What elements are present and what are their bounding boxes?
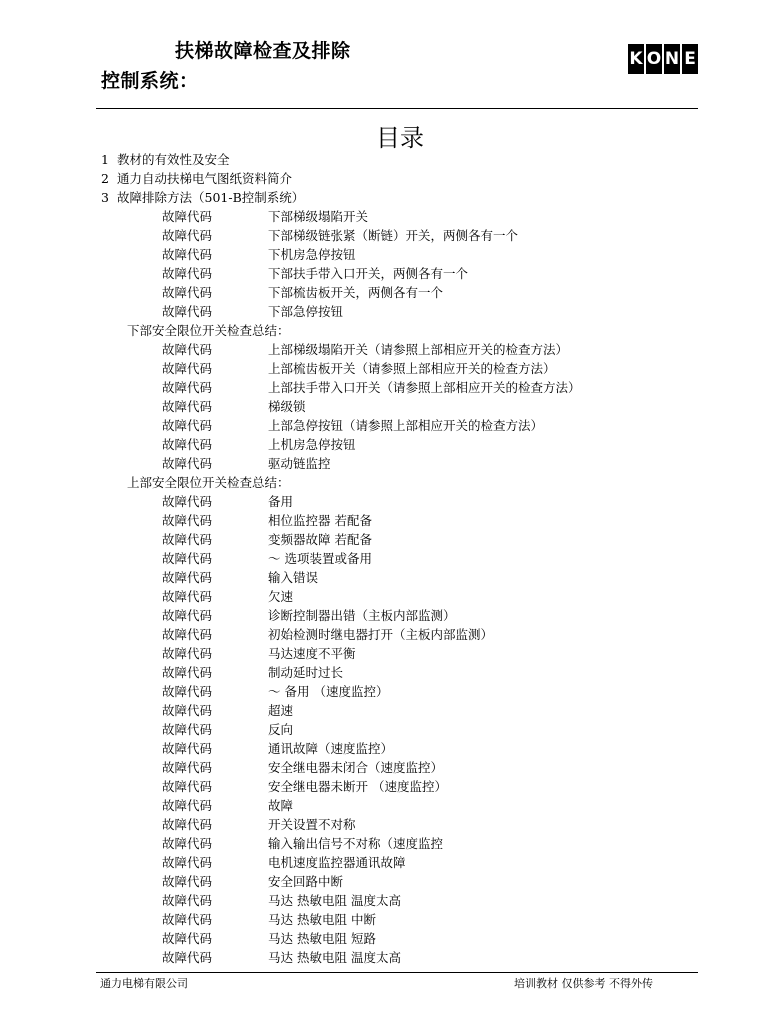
fault-code-label: 故障代码 xyxy=(162,380,213,395)
fault-description: 下部梳齿板开关，两侧各有一个 xyxy=(268,285,444,300)
fault-description: 驱动链监控 xyxy=(268,456,331,471)
fault-description: 初始检测时继电器打开（主板内部监测） xyxy=(268,627,494,642)
fault-code-label: 故障代码 xyxy=(162,760,213,775)
logo-letter-k: K xyxy=(628,44,644,74)
fault-code-label: 故障代码 xyxy=(162,950,213,965)
fault-code-label: 故障代码 xyxy=(162,266,213,281)
fault-code-label: 故障代码 xyxy=(162,779,213,794)
section-title: 通力自动扶梯电气图纸资料简介 xyxy=(117,171,293,186)
fault-code-label: 故障代码 xyxy=(162,209,213,224)
fault-code-label: 故障代码 xyxy=(162,285,213,300)
fault-description: 超速 xyxy=(268,703,294,718)
fault-description: 马达速度不平衡 xyxy=(268,646,356,661)
fault-description: 下部梯级链张紧（断链）开关，两侧各有一个 xyxy=(268,228,519,243)
fault-description: 上部扶手带入口开关（请参照上部相应开关的检查方法） xyxy=(268,380,581,395)
logo-letter-n: N xyxy=(664,44,680,74)
fault-description: 梯级锁 xyxy=(268,399,306,414)
fault-description: 反向 xyxy=(268,722,294,737)
fault-description: 开关设置不对称 xyxy=(268,817,356,832)
fault-description: 下机房急停按钮 xyxy=(268,247,356,262)
fault-code-label: 故障代码 xyxy=(162,361,213,376)
fault-description: 上部梳齿板开关（请参照上部相应开关的检查方法） xyxy=(268,361,556,376)
fault-code-label: 故障代码 xyxy=(162,855,213,870)
fault-code-label: 故障代码 xyxy=(162,836,213,851)
fault-description: 马达 热敏电阻 温度太高 xyxy=(268,950,401,965)
section-number: 3 xyxy=(101,190,109,205)
document-title: 扶梯故障检查及排除 xyxy=(175,40,351,62)
document-subtitle: 控制系统： xyxy=(101,70,199,92)
fault-code-label: 故障代码 xyxy=(162,589,213,604)
fault-description: 下部梯级塌陷开关 xyxy=(268,209,369,224)
fault-description: 下部扶手带入口开关，两侧各有一个 xyxy=(268,266,469,281)
fault-code-label: 故障代码 xyxy=(162,494,213,509)
fault-description: 欠速 xyxy=(268,589,294,604)
fault-description: 诊断控制器出错（主板内部监测） xyxy=(268,608,456,623)
fault-description: 电机速度监控器通讯故障 xyxy=(268,855,406,870)
fault-description: 上机房急停按钮 xyxy=(268,437,356,452)
fault-code-label: 故障代码 xyxy=(162,931,213,946)
fault-code-label: 故障代码 xyxy=(162,874,213,889)
fault-description: 输入输出信号不对称（速度监控 xyxy=(268,836,444,851)
fault-description: 备用 xyxy=(268,494,294,509)
fault-code-label: 故障代码 xyxy=(162,608,213,623)
fault-code-label: 故障代码 xyxy=(162,418,213,433)
fault-description: 马达 热敏电阻 温度太高 xyxy=(268,893,401,908)
logo-letter-o: O xyxy=(646,44,662,74)
section-number: 2 xyxy=(101,171,109,186)
fault-code-label: 故障代码 xyxy=(162,798,213,813)
fault-code-label: 故障代码 xyxy=(162,893,213,908)
fault-code-label: 故障代码 xyxy=(162,247,213,262)
fault-description: 上部急停按钮（请参照上部相应开关的检查方法） xyxy=(268,418,544,433)
logo-letter-e: E xyxy=(682,44,698,74)
fault-code-label: 故障代码 xyxy=(162,703,213,718)
section-number: 1 xyxy=(101,152,109,167)
fault-code-label: 故障代码 xyxy=(162,304,213,319)
section-title: 故障排除方法（501-B控制系统） xyxy=(117,190,305,205)
kone-logo xyxy=(628,44,698,74)
fault-code-label: 故障代码 xyxy=(162,817,213,832)
footer-notice: 培训教材 仅供参考 不得外传 xyxy=(514,977,653,990)
fault-code-label: 故障代码 xyxy=(162,513,213,528)
section-title: 教材的有效性及安全 xyxy=(117,152,230,167)
fault-description: 制动延时过长 xyxy=(268,665,344,680)
header-divider xyxy=(96,108,698,109)
fault-code-label: 故障代码 xyxy=(162,665,213,680)
footer-divider xyxy=(96,972,698,973)
fault-description: 安全继电器未断开 （速度监控） xyxy=(268,779,447,794)
fault-code-label: 故障代码 xyxy=(162,399,213,414)
fault-description: 上部梯级塌陷开关（请参照上部相应开关的检查方法） xyxy=(268,342,569,357)
fault-description: 安全回路中断 xyxy=(268,874,344,889)
footer-company: 通力电梯有限公司 xyxy=(100,977,188,990)
fault-description: 相位监控器 若配备 xyxy=(268,513,372,528)
fault-description: 下部急停按钮 xyxy=(268,304,344,319)
fault-code-label: 故障代码 xyxy=(162,551,213,566)
fault-description: 马达 热敏电阻 中断 xyxy=(268,912,376,927)
fault-code-label: 故障代码 xyxy=(162,684,213,699)
fault-code-label: 故障代码 xyxy=(162,646,213,661)
fault-description: 通讯故障（速度监控） xyxy=(268,741,394,756)
summary-heading: 上部安全限位开关检查总结： xyxy=(127,475,290,490)
fault-description: 马达 热敏电阻 短路 xyxy=(268,931,376,946)
fault-description: ～ 备用 （速度监控） xyxy=(268,684,389,699)
fault-description: 故障 xyxy=(268,798,294,813)
fault-description: 变频器故障 若配备 xyxy=(268,532,372,547)
toc-heading: 目录 xyxy=(376,124,424,152)
fault-code-label: 故障代码 xyxy=(162,741,213,756)
fault-description: ～ 选项装置或备用 xyxy=(268,551,372,566)
summary-heading: 下部安全限位开关检查总结： xyxy=(127,323,290,338)
fault-code-label: 故障代码 xyxy=(162,228,213,243)
fault-code-label: 故障代码 xyxy=(162,627,213,642)
fault-code-label: 故障代码 xyxy=(162,532,213,547)
fault-description: 安全继电器未闭合（速度监控） xyxy=(268,760,444,775)
fault-code-label: 故障代码 xyxy=(162,912,213,927)
fault-description: 输入错误 xyxy=(268,570,319,585)
fault-code-label: 故障代码 xyxy=(162,570,213,585)
fault-code-label: 故障代码 xyxy=(162,456,213,471)
fault-code-label: 故障代码 xyxy=(162,437,213,452)
fault-code-label: 故障代码 xyxy=(162,342,213,357)
fault-code-label: 故障代码 xyxy=(162,722,213,737)
